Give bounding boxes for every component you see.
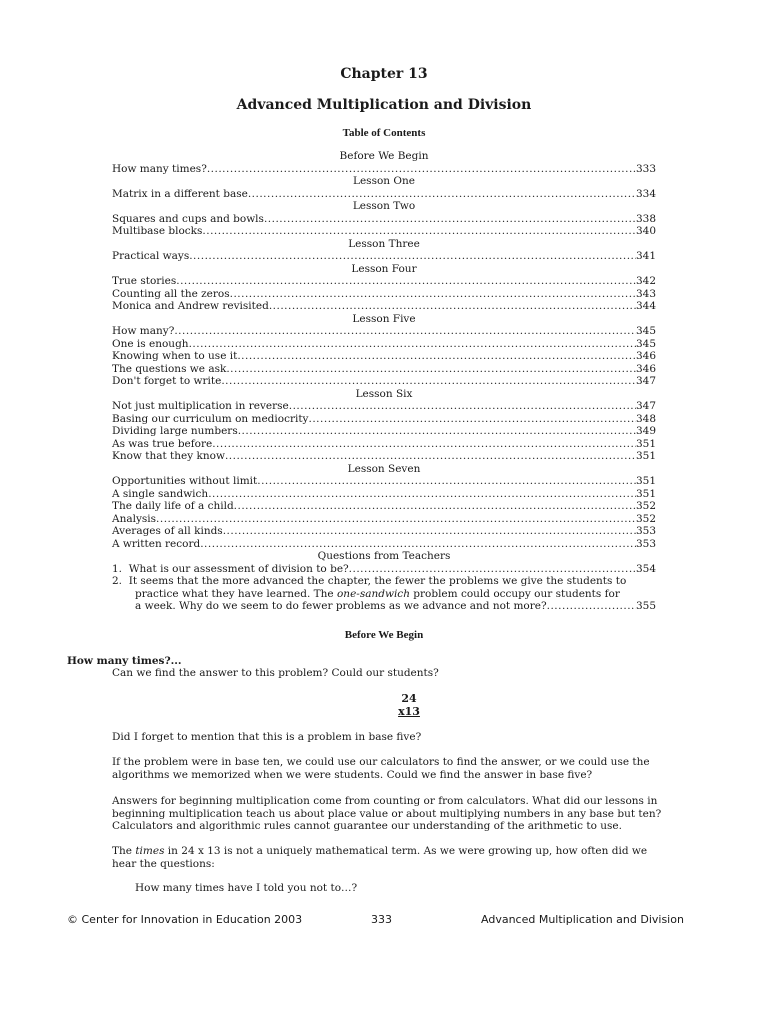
paragraph-2-line-2: algorithms we memorized when we were students. Could we find the answer in base five? xyxy=(112,768,593,781)
toc-entry-text: Matrix in a different base xyxy=(112,187,248,200)
toc-entry-page: 354 xyxy=(635,562,656,575)
chapter-number: Chapter 13 xyxy=(340,66,428,82)
toc-entry-text: Analysis xyxy=(112,512,157,525)
toc-entry-text: Dividing large numbers xyxy=(112,425,238,437)
toc-entry-page: 353 xyxy=(635,537,656,550)
toc-section-title: Lesson Four xyxy=(351,262,417,275)
toc-entry-page: 346 xyxy=(635,362,656,375)
toc-entry-text: A single sandwich xyxy=(112,487,209,500)
toc-entry-page: 351 xyxy=(635,437,656,450)
toc-entry-text: One is enough xyxy=(112,337,189,350)
subsection-heading: How many times?... xyxy=(67,655,182,667)
toc-entry[interactable] xyxy=(112,350,656,363)
chapter-title: Advanced Multiplication and Division xyxy=(236,97,532,113)
paragraph-3-line-2: beginning multiplication teach us about place value or about multiplying numbers in any base but ten? xyxy=(112,807,662,820)
toc-entry-text-line-1: It seems that the more advanced the chapter, the fewer the problems we give the students to xyxy=(128,575,627,587)
toc-entry[interactable] xyxy=(112,400,656,413)
toc-entry-page: 351 xyxy=(635,475,656,487)
toc-entry-page: 348 xyxy=(635,412,656,425)
question-number: 2. xyxy=(112,575,123,587)
paragraph-2-line-1: If the problem were in base ten, we could use our calculators to find the answer, or we could use the xyxy=(112,756,650,768)
toc-section-title: Lesson Five xyxy=(352,312,416,325)
toc-entry-page: 352 xyxy=(635,500,656,512)
toc-entry[interactable] xyxy=(112,488,656,501)
footer-book-title: Advanced Multiplication and Division xyxy=(481,913,684,926)
toc-entry-text: Practical ways xyxy=(112,250,190,262)
toc-entry-page: 341 xyxy=(635,250,656,262)
leader-dots xyxy=(269,300,636,313)
toc-entry-text: How many? xyxy=(112,325,175,337)
toc-entry-text: The daily life of a child xyxy=(112,500,234,512)
leader-dots xyxy=(248,188,636,201)
toc-entry-text: Basing our curriculum on mediocrity xyxy=(112,412,309,425)
toc-entry-text: A written record xyxy=(112,537,201,550)
toc-entry-text: What is our assessment of division to be? xyxy=(128,562,349,575)
toc-section-title: Before We Begin xyxy=(339,150,429,162)
toc-heading: Table of Contents xyxy=(342,127,426,139)
section-heading: Before We Begin xyxy=(344,629,424,641)
leader-dots xyxy=(174,325,636,338)
toc-entry-text: Don't forget to write xyxy=(112,375,222,387)
paragraph-4-emphasis: times xyxy=(135,845,165,857)
leader-dots xyxy=(207,163,636,176)
toc-sections xyxy=(112,150,656,550)
footer-page-number: 333 xyxy=(371,913,392,926)
leader-dots xyxy=(349,563,636,576)
paragraph-3-line-1: Answers for beginning multiplication come from counting or from calculators. What did our lessons in xyxy=(112,795,658,807)
leader-dots xyxy=(234,500,636,513)
paragraph-4-text-a: The xyxy=(112,845,136,857)
toc-entry-text: Counting all the zeros xyxy=(112,287,230,300)
toc-entry-text: As was true before xyxy=(112,437,213,450)
quoted-question: How many times have I told you not to…? xyxy=(135,882,358,894)
question-number: 1. xyxy=(112,562,123,575)
toc-entry-page: 346 xyxy=(635,350,656,362)
problem-top-number: 24 xyxy=(401,692,417,705)
toc-entry[interactable] xyxy=(112,325,656,338)
toc-entry-page: 349 xyxy=(635,425,656,437)
leader-dots xyxy=(238,425,636,438)
toc-entry-text-line-2a: practice what they have learned. The xyxy=(135,587,337,600)
leader-dots xyxy=(189,250,636,263)
toc-entry-page: 334 xyxy=(635,187,656,200)
toc-entry[interactable] xyxy=(112,338,656,351)
toc-section-title-questions: Questions from Teachers xyxy=(317,550,451,562)
leader-dots xyxy=(202,225,636,238)
toc-entry[interactable] xyxy=(112,425,656,438)
toc-entry-text: Averages of all kinds xyxy=(112,525,223,537)
toc-entry-page: 333 xyxy=(635,162,656,175)
toc-entry-text-line-3: a week. Why do we seem to do fewer problems as we advance and not more? xyxy=(135,600,547,612)
toc-entry-question-2[interactable] xyxy=(112,575,656,613)
toc-entry[interactable] xyxy=(112,225,656,238)
leader-dots xyxy=(289,400,636,413)
toc-entry[interactable] xyxy=(112,163,656,176)
toc-entry-page: 345 xyxy=(635,337,656,350)
toc-entry[interactable] xyxy=(112,375,656,388)
toc-entry-page: 352 xyxy=(635,512,656,525)
toc-entry[interactable] xyxy=(112,475,656,488)
toc-section-title: Lesson Seven xyxy=(347,462,421,475)
leader-dots xyxy=(237,350,636,363)
toc-entry-text: Know that they know xyxy=(112,450,225,462)
toc-entry-page: 353 xyxy=(635,525,656,537)
toc-entry[interactable] xyxy=(112,188,656,201)
toc-entry[interactable] xyxy=(112,538,656,551)
leader-dots xyxy=(547,600,636,613)
leader-dots xyxy=(156,513,636,526)
leader-dots xyxy=(257,475,636,488)
leader-dots xyxy=(212,438,636,451)
leader-dots xyxy=(176,275,636,288)
toc-entry[interactable] xyxy=(112,213,656,226)
toc-entry[interactable] xyxy=(112,250,656,263)
toc-entry-text-emphasis: one-sandwich xyxy=(336,587,410,600)
leader-dots xyxy=(264,213,636,226)
leader-dots xyxy=(309,413,636,426)
toc-section-title: Lesson Two xyxy=(352,200,416,212)
toc-entry[interactable] xyxy=(112,363,656,376)
toc-entry-page: 343 xyxy=(635,287,656,300)
toc-entry-page: 340 xyxy=(635,225,656,237)
leader-dots xyxy=(189,338,636,351)
toc-entry[interactable] xyxy=(112,288,656,301)
toc-entry-page: 347 xyxy=(635,400,656,412)
paragraph-4 xyxy=(112,845,712,870)
paragraph-1: Did I forget to mention that this is a problem in base five? xyxy=(112,731,422,743)
toc-entry[interactable] xyxy=(112,513,656,526)
toc-entry-page: 347 xyxy=(635,375,656,387)
toc-entry[interactable] xyxy=(112,450,656,463)
toc-entry-text: How many times? xyxy=(112,162,207,175)
toc-section-title: Lesson Three xyxy=(348,237,420,250)
toc-entry[interactable] xyxy=(112,500,656,513)
leader-dots xyxy=(230,288,636,301)
toc-entry-page: 338 xyxy=(635,212,656,225)
toc-entry-text: True stories xyxy=(112,275,177,287)
paragraph-3 xyxy=(112,795,712,833)
toc-entry-text: Opportunities without limit xyxy=(112,475,258,487)
toc-entry-page: 355 xyxy=(635,600,656,612)
toc-entry-page: 345 xyxy=(635,325,656,337)
leader-dots xyxy=(226,363,636,376)
table-of-contents xyxy=(112,150,656,613)
problem-bottom-number: x13 xyxy=(398,705,420,718)
toc-entry-text: Multibase blocks xyxy=(112,225,203,237)
toc-entry[interactable] xyxy=(112,413,656,426)
toc-entry-text: The questions we ask xyxy=(112,362,227,375)
leader-dots xyxy=(221,375,636,388)
paragraph-2 xyxy=(112,756,712,781)
leader-dots xyxy=(223,525,636,538)
toc-entry-text: Knowing when to use it xyxy=(112,350,238,362)
multiplication-problem xyxy=(0,692,768,718)
toc-entry-page: 344 xyxy=(635,300,656,312)
toc-entry-question-1[interactable] xyxy=(112,563,656,576)
intro-paragraph: Can we find the answer to this problem? Could our students? xyxy=(112,667,439,679)
toc-entry-page: 342 xyxy=(635,275,656,287)
toc-entry[interactable] xyxy=(112,300,656,313)
toc-entry-text: Not just multiplication in reverse xyxy=(112,400,289,412)
paragraph-4-text-b: in 24 x 13 is not a uniquely mathematical term. As we were growing up, how often did we xyxy=(164,845,648,857)
toc-entry-page: 351 xyxy=(635,487,656,500)
leader-dots xyxy=(225,450,636,463)
toc-section-title: Lesson One xyxy=(353,175,415,187)
footer-copyright: © Center for Innovation in Education 2003 xyxy=(67,913,303,926)
leader-dots xyxy=(208,488,636,501)
toc-entry-text: Monica and Andrew revisited xyxy=(112,300,269,312)
paragraph-3-line-3: Calculators and algorithmic rules cannot guarantee our understanding of the arithmetic to use. xyxy=(112,820,622,832)
toc-entry-page: 351 xyxy=(635,450,656,462)
toc-entry[interactable] xyxy=(112,438,656,451)
toc-entry-text-line-2b: problem could occupy our students for xyxy=(409,587,620,600)
leader-dots xyxy=(200,538,636,551)
toc-entry[interactable] xyxy=(112,525,656,538)
toc-entry[interactable] xyxy=(112,275,656,288)
paragraph-4-line-2: hear the questions: xyxy=(112,857,215,870)
toc-entry-text: Squares and cups and bowls xyxy=(112,212,264,225)
toc-section-title: Lesson Six xyxy=(355,387,413,400)
